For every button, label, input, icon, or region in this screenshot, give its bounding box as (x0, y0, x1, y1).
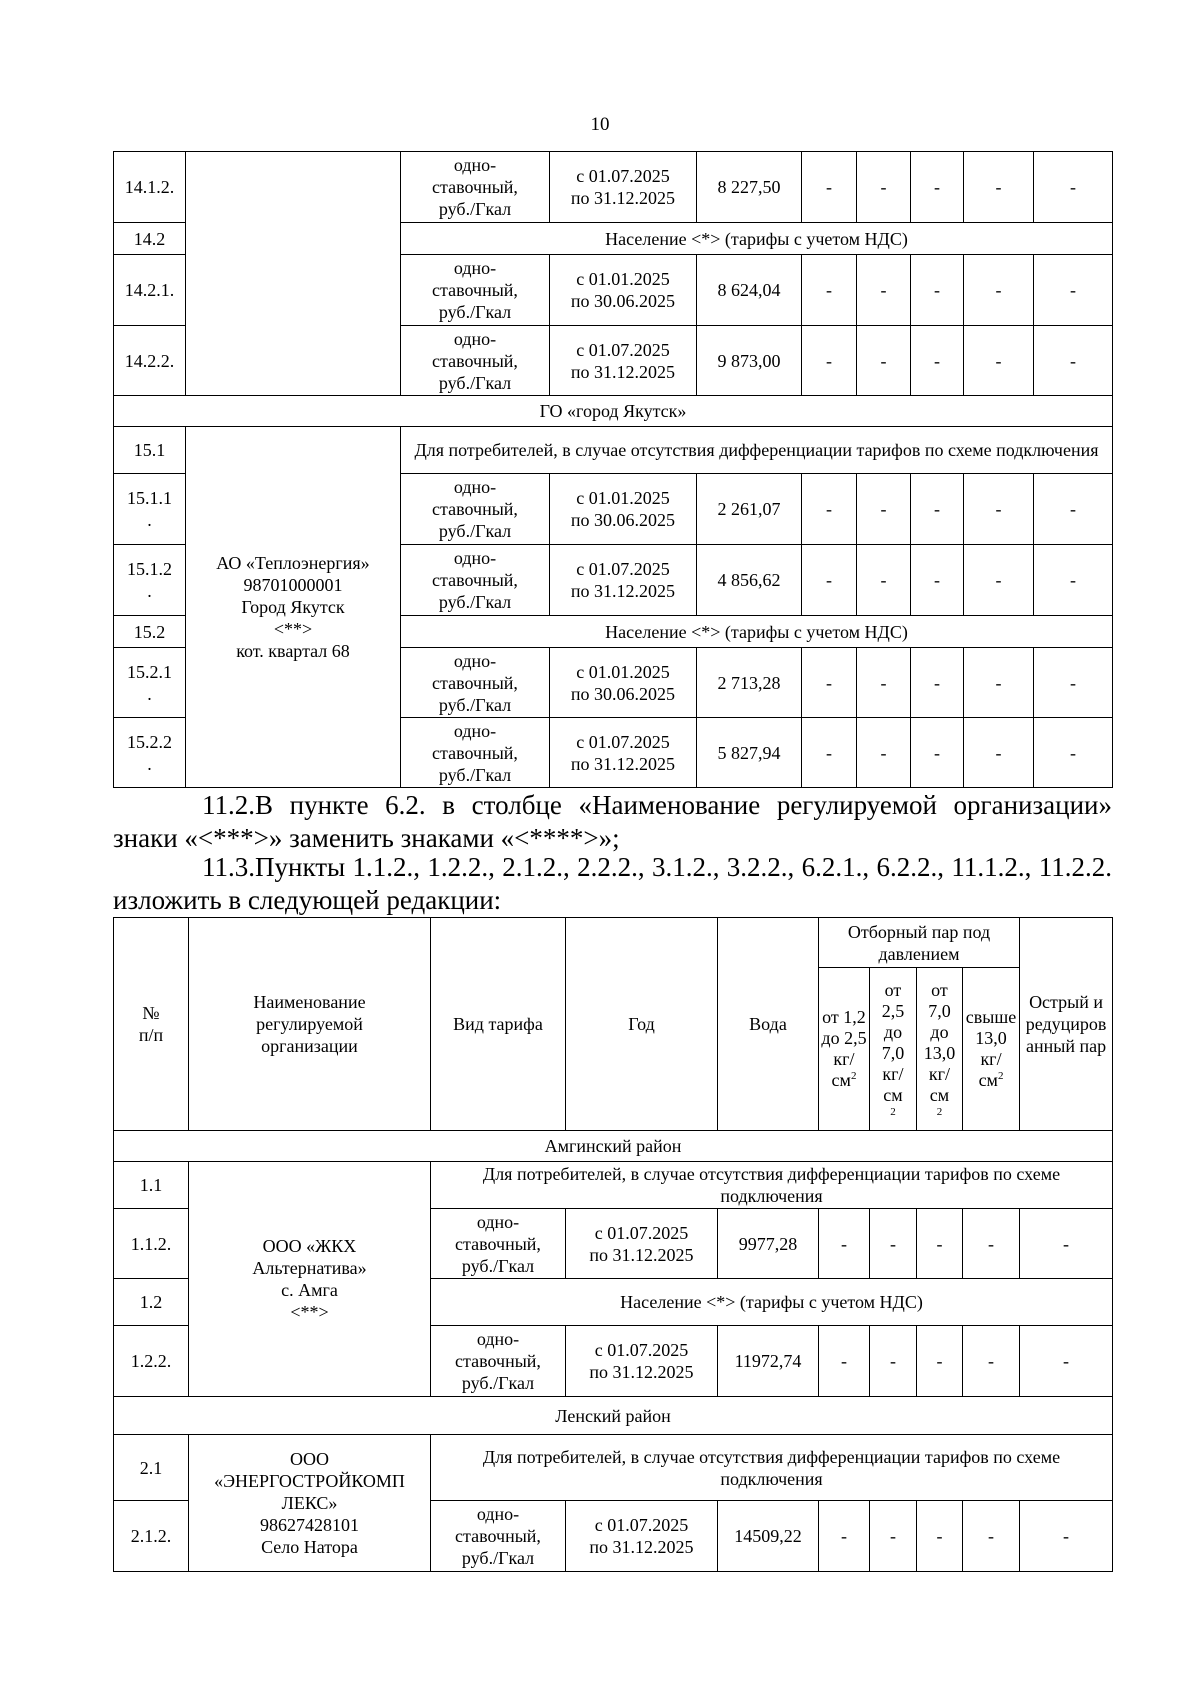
dash-cell: - (857, 255, 911, 326)
org-name: АО «Теплоэнергия» 98701000001 Город Якутск <**> кот. квартал 68 (186, 427, 401, 788)
dash-cell: - (802, 326, 857, 396)
dash-cell: - (1034, 152, 1113, 223)
dash-cell: - (963, 1209, 1020, 1279)
table-row (114, 396, 1113, 427)
header-pressure-1: от 1,2 до 2,5 кг/ $см^2$ (819, 968, 870, 1131)
row-number: 15.1.1 . (114, 474, 186, 545)
water-value: 2 261,07 (697, 474, 802, 545)
dash-cell: - (963, 1326, 1020, 1397)
water-value: 5 827,94 (697, 718, 802, 788)
header-row (114, 918, 1113, 968)
table-row (114, 152, 1113, 223)
dash-cell: - (964, 255, 1034, 326)
consumers-header: Для потребителей, в случае отсутствия дифференциации тарифов по схеме подключения (431, 1435, 1113, 1501)
dash-cell: - (857, 648, 911, 718)
water-value: 11972,74 (718, 1326, 819, 1397)
dash-cell: - (857, 545, 911, 616)
district-header: Ленский район (114, 1397, 1113, 1435)
tariff-type: одно- ставочный, руб./Гкал (401, 545, 550, 616)
table-row (114, 1435, 1113, 1501)
tariff-type: одно- ставочный, руб./Гкал (401, 474, 550, 545)
dash-cell: - (1034, 326, 1113, 396)
dash-cell: - (819, 1326, 870, 1397)
row-number: 15.1 (114, 427, 186, 474)
row-number: 1.1 (114, 1162, 189, 1209)
period: с 01.01.2025 по 30.06.2025 (550, 474, 697, 545)
row-number: 14.2.1. (114, 255, 186, 326)
period: с 01.01.2025 по 30.06.2025 (550, 648, 697, 718)
tariff-type: одно- ставочный, руб./Гкал (401, 152, 550, 223)
dash-cell: - (1034, 474, 1113, 545)
dash-cell: - (819, 1209, 870, 1279)
dash-cell: - (1034, 648, 1113, 718)
table-row (114, 1397, 1113, 1435)
row-number: 15.2 (114, 616, 186, 648)
tariff-type: одно- ставочный, руб./Гкал (431, 1326, 566, 1397)
dash-cell: - (911, 152, 964, 223)
dash-cell: - (1034, 718, 1113, 788)
row-number: 15.2.1 . (114, 648, 186, 718)
population-header: Население <*> (тарифы с учетом НДС) (401, 223, 1113, 255)
header-year: Год (566, 918, 718, 1131)
dash-cell: - (911, 545, 964, 616)
consumers-header: Для потребителей, в случае отсутствия дифференциации тарифов по схеме подключения (431, 1162, 1113, 1209)
dash-cell: - (911, 718, 964, 788)
dash-cell: - (802, 255, 857, 326)
dash-cell: - (857, 152, 911, 223)
tariff-type: одно- ставочный, руб./Гкал (401, 326, 550, 396)
dash-cell: - (911, 326, 964, 396)
table-row (114, 1162, 1113, 1209)
header-pressure-2: от 2,5 до 7,0 кг/ см 2 (870, 968, 917, 1131)
row-number: 15.1.2 . (114, 545, 186, 616)
header-tariff: Вид тарифа (431, 918, 566, 1131)
dash-cell: - (1034, 255, 1113, 326)
table-row (114, 1131, 1113, 1162)
dash-cell: - (1020, 1501, 1113, 1572)
dash-cell: - (964, 545, 1034, 616)
consumers-header: Для потребителей, в случае отсутствия дифференциации тарифов по схеме подключения (401, 427, 1113, 474)
district-header: Амгинский район (114, 1131, 1113, 1162)
dash-cell: - (964, 326, 1034, 396)
dash-cell: - (917, 1326, 963, 1397)
period: с 01.07.2025 по 31.12.2025 (566, 1501, 718, 1572)
population-header: Население <*> (тарифы с учетом НДС) (401, 616, 1113, 648)
period: с 01.07.2025 по 31.12.2025 (566, 1209, 718, 1279)
period: с 01.07.2025 по 31.12.2025 (566, 1326, 718, 1397)
water-value: 2 713,28 (697, 648, 802, 718)
row-number: 15.2.2 . (114, 718, 186, 788)
dash-cell: - (964, 152, 1034, 223)
tariff-type: одно- ставочный, руб./Гкал (401, 648, 550, 718)
dash-cell: - (1034, 545, 1113, 616)
tariff-type: одно- ставочный, руб./Гкал (401, 255, 550, 326)
row-number: 14.2 (114, 223, 186, 255)
paragraph-11-2: 11.2.В пункте 6.2. в столбце «Наименование регулируемой организации» знаки «<***>» заменить знаками «<****>»; (113, 790, 1112, 853)
dash-cell: - (857, 718, 911, 788)
dash-cell: - (802, 545, 857, 616)
dash-cell: - (964, 718, 1034, 788)
tariff-type: одно- ставочный, руб./Гкал (431, 1501, 566, 1572)
dash-cell: - (870, 1501, 917, 1572)
dash-cell: - (857, 474, 911, 545)
dash-cell: - (911, 474, 964, 545)
period: с 01.07.2025 по 31.12.2025 (550, 326, 697, 396)
org-name: ООО «ЖКХ Альтернатива» с. Амга <**> (189, 1162, 431, 1397)
row-number: 1.1.2. (114, 1209, 189, 1279)
dash-cell: - (911, 255, 964, 326)
row-number: 2.1 (114, 1435, 189, 1501)
header-org: Наименование регулируемой организации (189, 918, 431, 1131)
dash-cell: - (857, 326, 911, 396)
dash-cell: - (1020, 1326, 1113, 1397)
water-value: 4 856,62 (697, 545, 802, 616)
row-number: 14.2.2. (114, 326, 186, 396)
org-cell-empty (186, 152, 401, 396)
dash-cell: - (964, 648, 1034, 718)
dash-cell: - (870, 1326, 917, 1397)
row-number: 1.2.2. (114, 1326, 189, 1397)
row-number: 2.1.2. (114, 1501, 189, 1572)
dash-cell: - (819, 1501, 870, 1572)
dash-cell: - (802, 152, 857, 223)
water-value: 8 227,50 (697, 152, 802, 223)
row-number: 1.2 (114, 1279, 189, 1326)
water-value: 9 873,00 (697, 326, 802, 396)
header-num: № п/п (114, 918, 189, 1131)
dash-cell: - (917, 1209, 963, 1279)
page-number: 10 (590, 114, 610, 135)
period: с 01.07.2025 по 31.12.2025 (550, 152, 697, 223)
row-number: 14.1.2. (114, 152, 186, 223)
tariff-table-continued (113, 151, 1113, 788)
dash-cell: - (870, 1209, 917, 1279)
tariff-table-new (113, 917, 1113, 1572)
period: с 01.07.2025 по 31.12.2025 (550, 545, 697, 616)
dash-cell: - (917, 1501, 963, 1572)
period: с 01.01.2025 по 30.06.2025 (550, 255, 697, 326)
header-water: Вода (718, 918, 819, 1131)
org-name: ООО «ЭНЕРГОСТРОЙКОМП ЛЕКС» 98627428101 Село Натора (189, 1435, 431, 1572)
header-sharp-steam: Острый и редуциров анный пар (1020, 918, 1113, 1131)
dash-cell: - (802, 718, 857, 788)
water-value: 9977,28 (718, 1209, 819, 1279)
dash-cell: - (963, 1501, 1020, 1572)
header-pressure-3: от 7,0 до 13,0 кг/ см 2 (917, 968, 963, 1131)
header-pressure-4: свыше 13,0 кг/ $см^2$ (963, 968, 1020, 1131)
header-steam: Отборный пар под давлением (819, 918, 1020, 968)
dash-cell: - (1020, 1209, 1113, 1279)
dash-cell: - (964, 474, 1034, 545)
paragraph-11-3: 11.3.Пункты 1.1.2., 1.2.2., 2.1.2., 2.2.2., 3.1.2., 3.2.2., 6.2.1., 6.2.2., 11.1.2., 11.2.2. изложить в следующей редакции: (113, 852, 1112, 915)
period: с 01.07.2025 по 31.12.2025 (550, 718, 697, 788)
district-header: ГО «город Якутск» (114, 396, 1113, 427)
dash-cell: - (911, 648, 964, 718)
dash-cell: - (802, 474, 857, 545)
dash-cell: - (802, 648, 857, 718)
table-row (114, 427, 1113, 474)
tariff-type: одно- ставочный, руб./Гкал (401, 718, 550, 788)
tariff-type: одно- ставочный, руб./Гкал (431, 1209, 566, 1279)
water-value: 8 624,04 (697, 255, 802, 326)
population-header: Население <*> (тарифы с учетом НДС) (431, 1279, 1113, 1326)
water-value: 14509,22 (718, 1501, 819, 1572)
